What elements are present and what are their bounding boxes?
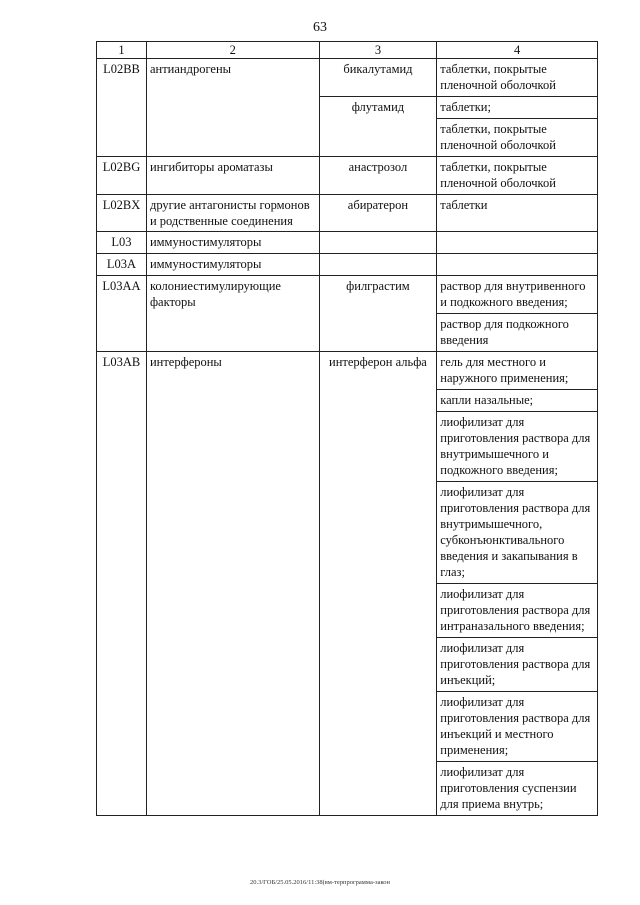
drug-name: филграстим (319, 276, 437, 352)
dosage-form-item: лиофилизат для приготовления раствора для интраназального введения; (437, 584, 597, 638)
dosage-forms (437, 195, 598, 232)
drug-name (319, 254, 437, 276)
dosage-form-item: капли назальные; (437, 390, 597, 412)
dosage-forms (437, 352, 598, 816)
dosage-form-item: таблетки (440, 198, 488, 212)
drug-name: интерферон альфа (319, 352, 437, 816)
dosage-form-item: лиофилизат для приготовления суспензии для приема внутрь; (440, 765, 577, 811)
dosage-form-item (437, 232, 597, 253)
dosage-form-item: раствор для внутривенного и подкожного введения; (437, 276, 597, 314)
group-name: ингибиторы ароматазы (146, 157, 319, 195)
dosage-form-item: лиофилизат для приготовления раствора для инъекций и местного применения; (437, 692, 597, 762)
dosage-forms (437, 59, 598, 97)
dosage-form-item: лиофилизат для приготовления раствора для инъекций; (437, 638, 597, 692)
footer-stamp: 20.3/ГОБ/25.05.2016/11:38(вм-терпрограмма-закон (250, 879, 391, 886)
group-name: другие антагонисты гормонов и родственные соединения (146, 195, 319, 232)
header-col-1: 1 (97, 42, 147, 59)
dosage-forms (437, 97, 598, 157)
atc-code: L03AB (97, 352, 147, 816)
table-row (97, 59, 598, 97)
drug-name (319, 232, 437, 254)
dosage-form-item (437, 254, 597, 275)
dosage-form-item: раствор для подкожного введения (440, 317, 569, 347)
group-name: иммуностимуляторы (146, 254, 319, 276)
dosage-form-item: таблетки, покрытые пленочной оболочкой (440, 122, 556, 152)
dosage-form-item: таблетки; (437, 97, 597, 119)
group-name: интерфероны (146, 352, 319, 816)
atc-code: L03 (97, 232, 147, 254)
table-row (97, 276, 598, 352)
header-row (97, 42, 598, 59)
dosage-forms (437, 254, 598, 276)
table-row (97, 254, 598, 276)
atc-code: L02BX (97, 195, 147, 232)
dosage-forms (437, 276, 598, 352)
table-row (97, 195, 598, 232)
dosage-form-item: лиофилизат для приготовления раствора для внутримышечного и подкожного введения; (437, 412, 597, 482)
dosage-form-item: гель для местного и наружного применения; (437, 352, 597, 390)
page-number: 63 (313, 20, 327, 35)
drug-name: абиратерон (319, 195, 437, 232)
drug-name: флутамид (319, 97, 437, 157)
header-col-2: 2 (146, 42, 319, 59)
drug-table (96, 41, 598, 816)
table-row (97, 352, 598, 816)
dosage-form-item: таблетки, покрытые пленочной оболочкой (440, 62, 556, 92)
table-row (97, 232, 598, 254)
dosage-form-item: лиофилизат для приготовления раствора для внутримышечного, субконъюнктивального введения и закапывания в глаз; (437, 482, 597, 584)
dosage-form-item: таблетки, покрытые пленочной оболочкой (440, 160, 556, 190)
dosage-forms (437, 157, 598, 195)
drug-name: анастрозол (319, 157, 437, 195)
dosage-forms (437, 232, 598, 254)
atc-code: L03A (97, 254, 147, 276)
atc-code: L02BB (97, 59, 147, 157)
atc-code: L02BG (97, 157, 147, 195)
atc-code: L03AA (97, 276, 147, 352)
table-row (97, 157, 598, 195)
group-name: колониестимулирующие факторы (146, 276, 319, 352)
group-name: антиандрогены (146, 59, 319, 157)
group-name: иммуностимуляторы (146, 232, 319, 254)
drug-name: бикалутамид (319, 59, 437, 97)
header-col-3: 3 (319, 42, 437, 59)
header-col-4: 4 (437, 42, 598, 59)
